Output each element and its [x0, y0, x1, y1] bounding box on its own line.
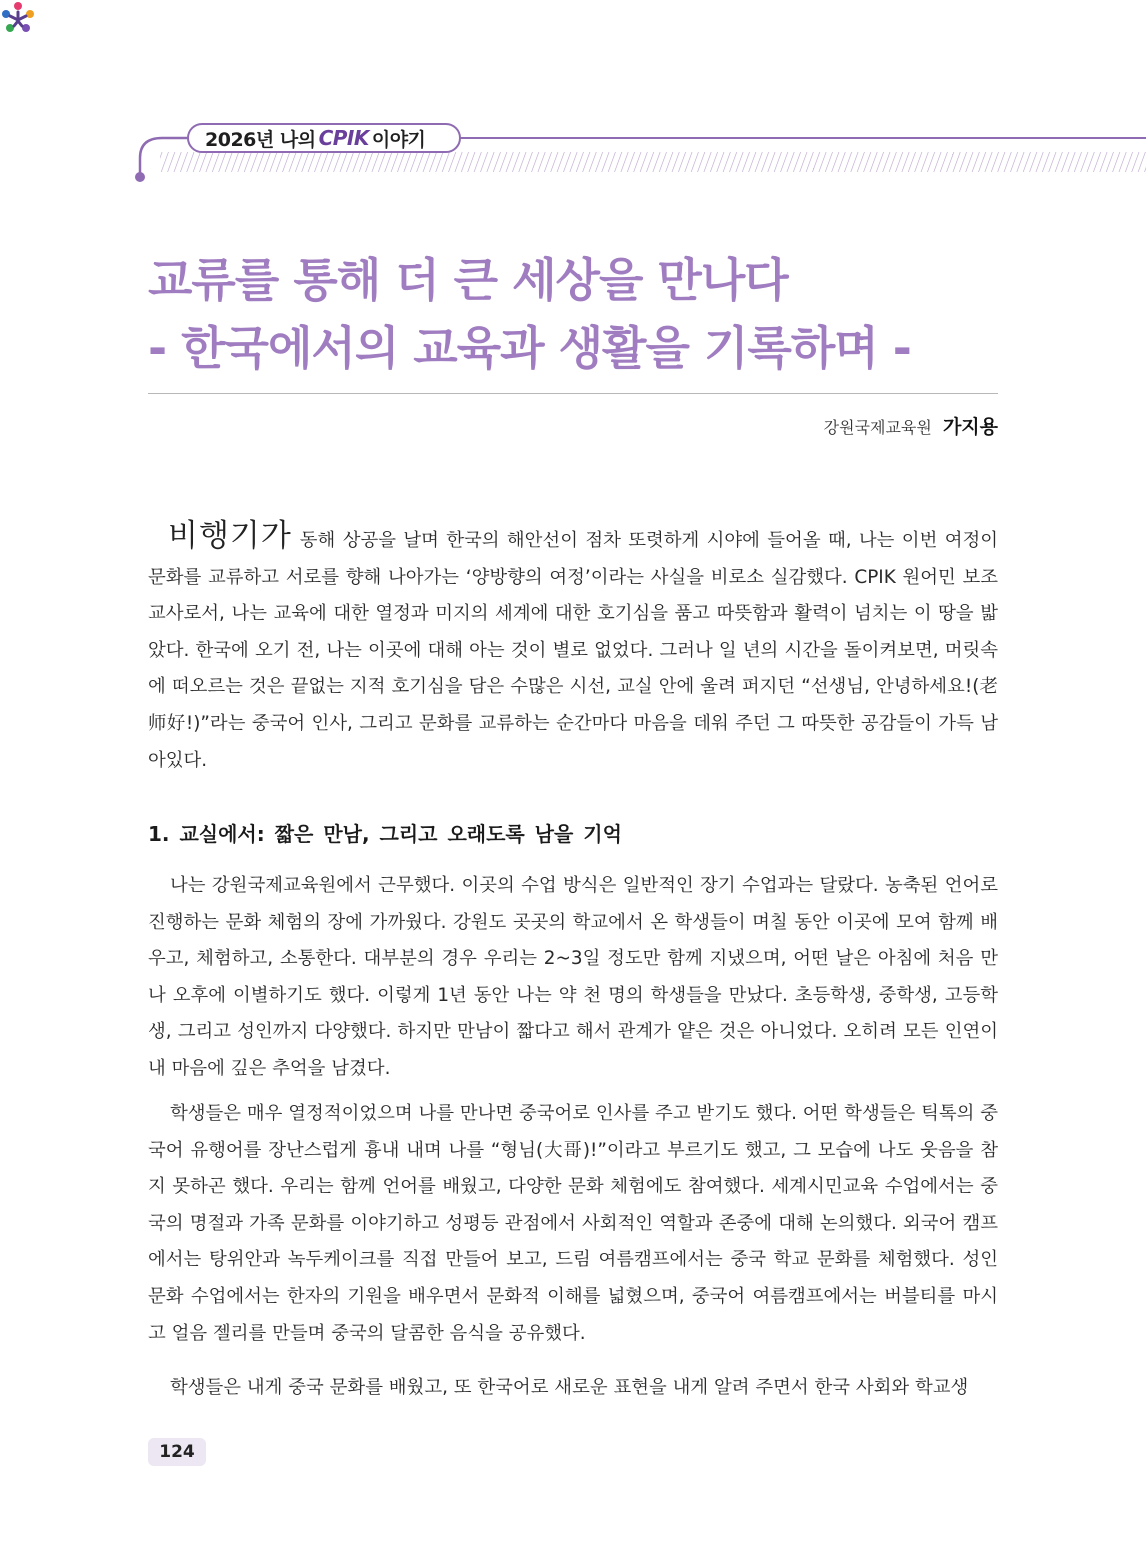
intro-text: 동해 상공을 날며 한국의 해안선이 점차 또렷하게 시야에 들어올 때, 나는 이번 여정이 문화를 교류하고 서로를 향해 나아가는 ‘양방향의 여정’이라는 사실을 비로소 실감했다. CPIK 원어민 보조교사로서, 나는 교육에 대한 열정과 미지의 세계에 대한 호기심을 품고 따뜻함과 활력이 넘치는 이 땅을 밟았다. 한국에 오기 전, 나는 이곳에 대해 아는 것이 별로 없었다. 그러나 일 년의 시간을 돌이켜보면, 머릿속에 떠오르는 것은 끝없는 지적 호기심을 담은 수많은 시선, 교실 안에 울려 퍼지던 “선생님, 안녕하세요!(老师好!)”라는 중국어 인사, 그리고 문화를 교류하는 순간마다 마음을 데워 주던 그 따뜻한 공감들이 가득 남아있다. [148, 530, 998, 771]
series-title [205, 124, 425, 152]
title-line-1: 교류를 통해 더 큰 세상을 만나다 [148, 253, 788, 307]
article-title [148, 246, 1008, 382]
series-title-prefix: 2026년 나의 [205, 128, 316, 151]
section-paragraph-3: 학생들은 내게 중국 문화를 배웠고, 또 한국어로 새로운 표현을 내게 알려 주면서 한국 사회와 학교생 [170, 1377, 969, 1398]
title-line-2: - 한국에서의 교육과 생활을 기록하며 - [148, 321, 911, 375]
page-header [0, 0, 1146, 200]
intro-paragraph [148, 518, 998, 779]
section-paragraph-1: 나는 강원국제교육원에서 근무했다. 이곳의 수업 방식은 일반적인 장기 수업과는 달랐다. 농축된 언어로 진행하는 문화 체험의 장에 가까웠다. 강원도 곳곳의 학교에서 온 학생들이 며칠 동안 이곳에 모여 함께 배우고, 체험하고, 소통한다. 대부분의 경우 우리는 2~3일 정도만 함께 지냈으며, 어떤 날은 아침에 처음 만나 오후에 이별하기도 했다. 이렇게 1년 동안 나는 약 천 명의 학생들을 만났다. 초등학생, 중학생, 고등학생, 그리고 성인까지 다양했다. 하지만 만남이 짧다고 해서 관계가 얕은 것은 아니었다. 오히려 모든 인연이 내 마음에 깊은 추억을 남겼다. [148, 875, 998, 1079]
author-affiliation: 강원국제교육원 [823, 418, 932, 437]
title-divider [148, 393, 998, 394]
intro-dropcap: 비행기가 [168, 518, 292, 554]
author-name: 가지용 [942, 416, 998, 438]
section-paragraph-2: 학생들은 매우 열정적이었으며 나를 만나면 중국어로 인사를 주고 받기도 했다. 어떤 학생들은 틱톡의 중국어 유행어를 장난스럽게 흉내 내며 나를 “형님(大哥)!”이라고 부르기도 했고, 그 모습에 나도 웃음을 참지 못하곤 했다. 우리는 함께 언어를 배웠고, 다양한 문화 체험에도 참여했다. 세계시민교육 수업에서는 중국의 명절과 가족 문화를 이야기하고 성평등 관점에서 사회적인 역할과 존중에 대해 논의했다. 외국어 캠프에서는 탕위안과 녹두케이크를 직접 만들어 보고, 드림 여름캠프에서는 중국 학교 문화를 체험했다. 성인 문화 수업에서는 한자의 기원을 배우면서 문화적 이해를 넓혔으며, 중국어 여름캠프에서는 버블티를 마시고 얼음 젤리를 만들며 중국의 달콤한 음식을 공유했다. [148, 1103, 998, 1344]
section-heading: 1. 교실에서: 짧은 만남, 그리고 오래도록 남을 기억 [148, 822, 622, 846]
header-decoration [0, 0, 1146, 200]
series-title-suffix: 이야기 [371, 128, 426, 151]
series-brand: CPIK [318, 126, 369, 150]
people-logo-icon [0, 0, 36, 36]
author-byline [824, 412, 998, 439]
page-number: 124 [148, 1438, 206, 1466]
